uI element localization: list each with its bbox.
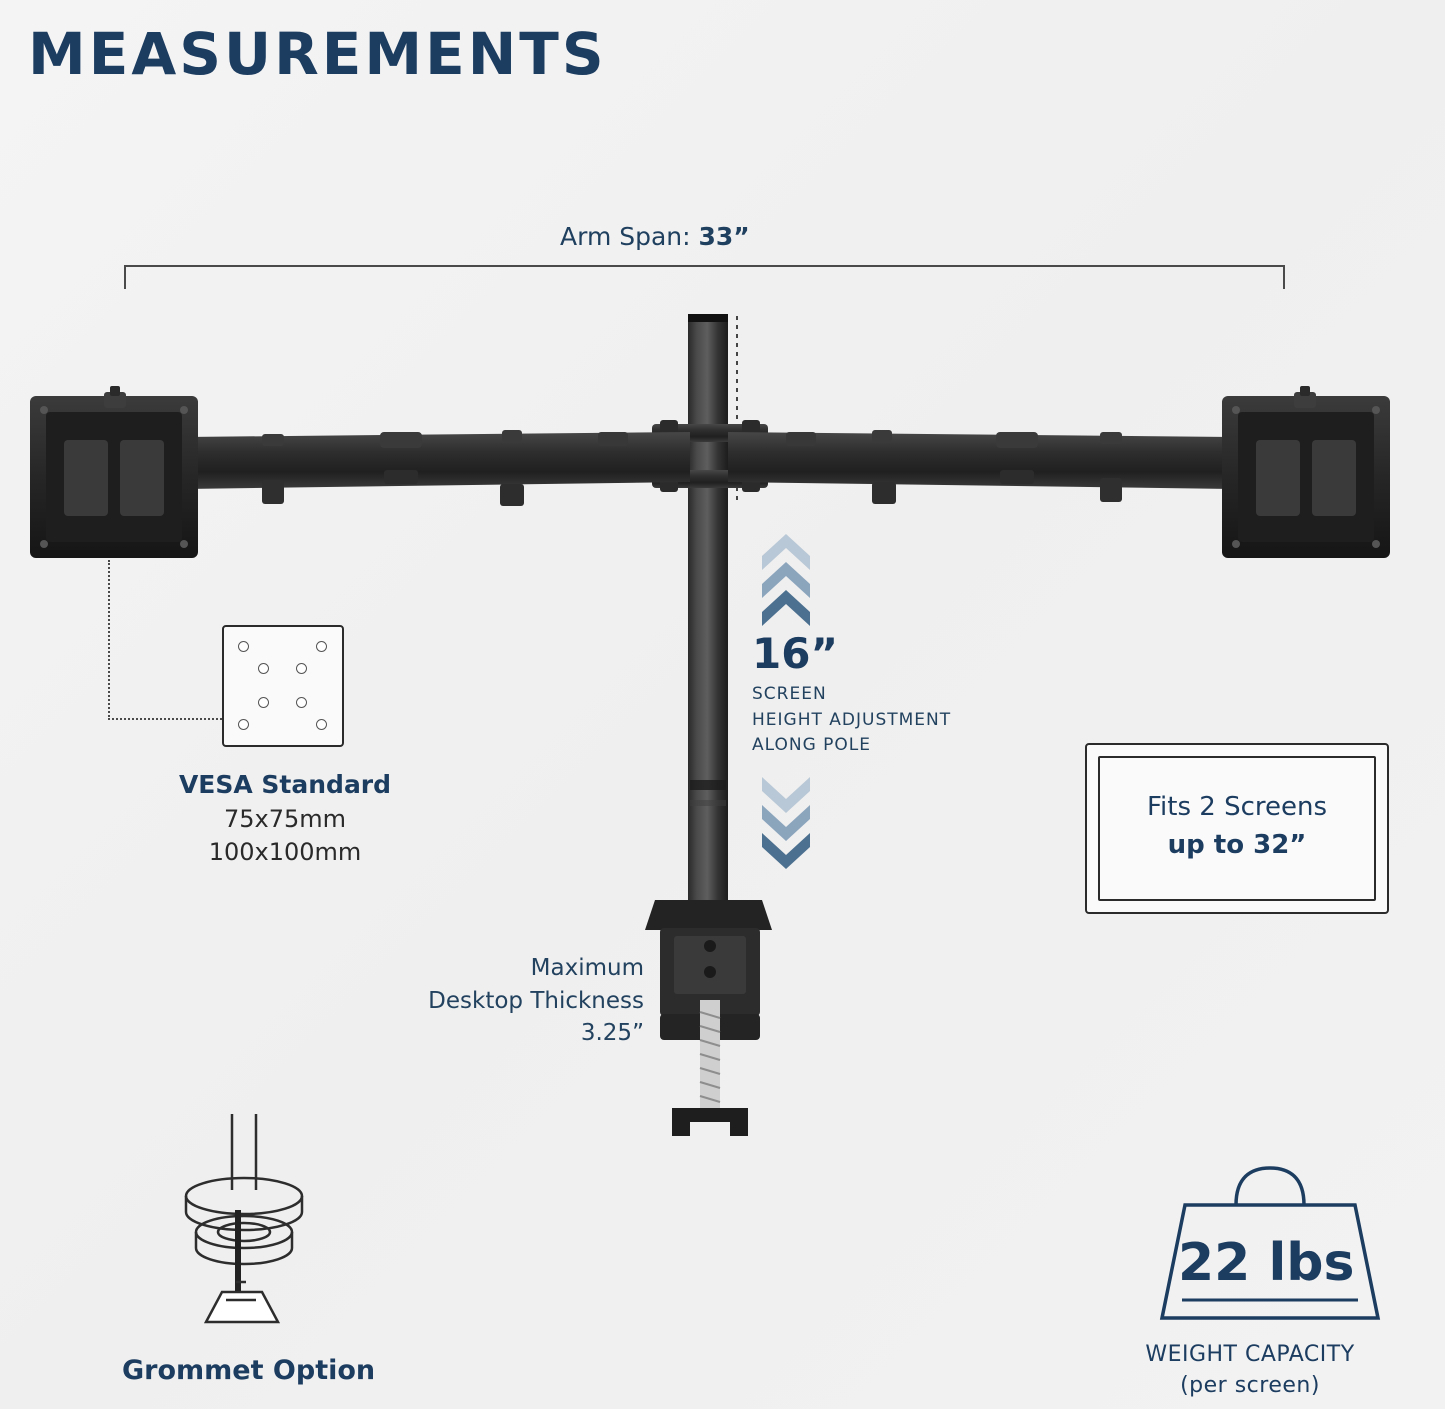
vesa-hole <box>316 641 327 652</box>
fits-screens-text <box>1087 789 1387 864</box>
arm-span-label-prefix: Arm Span: <box>560 222 699 251</box>
vesa-hole <box>296 663 307 674</box>
vesa-hole <box>238 719 249 730</box>
grommet-option-label: Grommet Option <box>122 1355 376 1386</box>
height-adjustment-line3: ALONG POLE <box>752 735 872 755</box>
vesa-hole <box>238 641 249 652</box>
arm-span-label <box>560 222 750 251</box>
dimension-tick-left <box>124 265 126 289</box>
desktop-thickness-line1: Maximum <box>530 955 644 981</box>
arm-span-dimension-line <box>124 265 1285 289</box>
vesa-hole <box>258 663 269 674</box>
weight-capacity-value: 22 lbs <box>1178 1233 1355 1293</box>
vesa-pattern-icon <box>222 625 344 747</box>
dimension-bar <box>124 265 1285 267</box>
vesa-size-75: 75x75mm <box>223 804 347 833</box>
page-title: MEASUREMENTS <box>28 20 607 88</box>
weight-capacity-line1: WEIGHT CAPACITY <box>1145 1342 1355 1367</box>
height-adjustment-description <box>752 682 951 759</box>
vesa-hole <box>316 719 327 730</box>
desktop-thickness-caption <box>390 952 644 1050</box>
fits-screens-line2: up to 32” <box>1167 829 1307 860</box>
vesa-leader-line <box>108 560 222 720</box>
height-adjustment-line1: SCREEN <box>752 684 827 704</box>
vesa-size-100: 100x100mm <box>208 837 362 866</box>
arm-span-value: 33” <box>698 222 750 251</box>
chevron-down-icon <box>756 775 816 875</box>
fits-screens-card <box>1085 743 1389 914</box>
height-adjustment-line2: HEIGHT ADJUSTMENT <box>752 709 952 730</box>
vesa-caption <box>120 768 450 869</box>
vesa-heading: VESA Standard <box>178 770 392 799</box>
weight-capacity-caption <box>1100 1340 1400 1402</box>
fits-screens-line1: Fits 2 Screens <box>1146 792 1328 822</box>
vesa-hole <box>258 697 269 708</box>
desktop-thickness-line2: Desktop Thickness <box>428 987 644 1014</box>
chevron-up-icon <box>756 528 816 628</box>
dimension-tick-right <box>1283 265 1285 289</box>
vesa-hole <box>296 697 307 708</box>
weight-capacity-line2: (per screen) <box>1180 1372 1320 1398</box>
height-adjustment-value: 16” <box>752 629 839 678</box>
desktop-thickness-line3: 3.25” <box>580 1020 644 1047</box>
